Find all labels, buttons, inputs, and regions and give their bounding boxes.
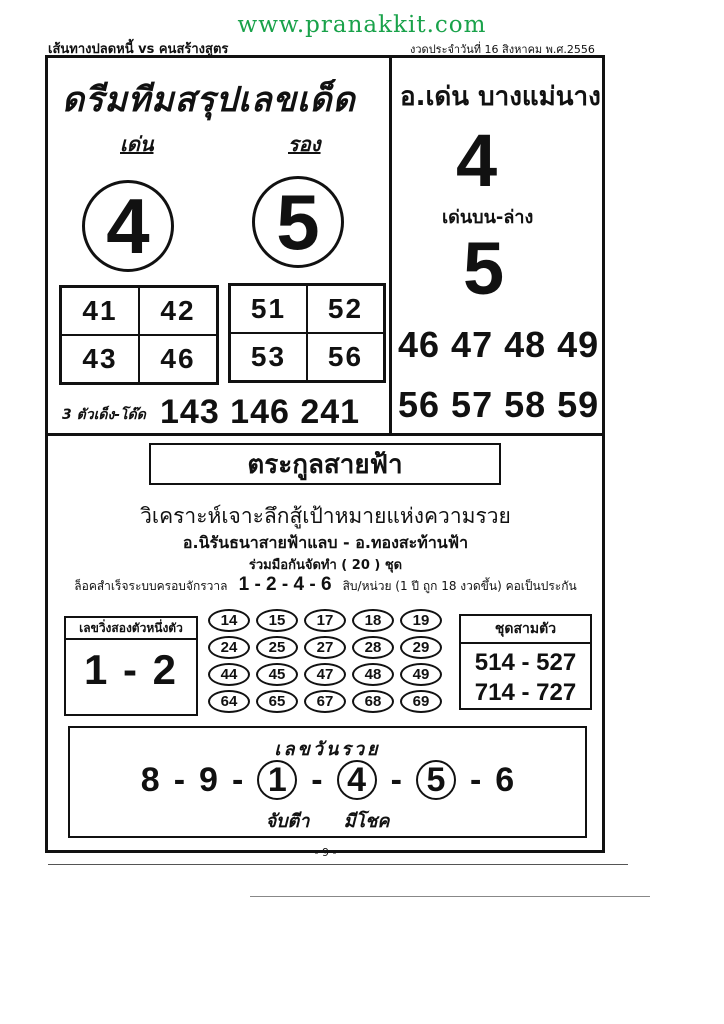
- right-row-1: 46 47 48 49: [398, 324, 600, 365]
- lucky-title: เลขวันรวย: [274, 739, 381, 760]
- three-digit-numbers: 143 146 241: [160, 393, 361, 431]
- lock-line: [48, 574, 603, 596]
- second-pair-cell: 56: [307, 333, 384, 381]
- scan-line: [250, 896, 650, 897]
- lucky-digit-circled: 1: [257, 760, 297, 800]
- circled-number: 24: [208, 636, 250, 659]
- lucky-dash: -: [311, 760, 323, 799]
- lineage-authors: อ.นิรันธนาสายฟ้าแลบ - อ.ทองสะท้านฟ้า: [182, 533, 469, 552]
- main-pair-cell: 43: [61, 335, 139, 383]
- lucky-digit-circled: 5: [416, 760, 456, 800]
- three-set-value: 714 - 727: [474, 679, 577, 706]
- circled-number: 14: [208, 609, 250, 632]
- lock-prefix: ล็อคสำเร็จระบบครอบจักรวาล: [74, 579, 228, 593]
- right-panel-title: อ.เด่น บางแม่นาง: [400, 82, 601, 112]
- pair-running-head: เลขวิ่งสองตัวหนึ่งตัว: [66, 618, 196, 640]
- lineage-subtitle: วิเคราะห์เจาะลึกสู้เป้าหมายแห่งความรวย: [140, 504, 511, 528]
- pair-running-box: [64, 616, 198, 716]
- lineage-title: ตระกูลสายฟ้า: [149, 443, 501, 485]
- scan-line: [48, 864, 628, 865]
- second-label: รอง: [288, 132, 321, 156]
- lucky-sequence: [70, 760, 585, 800]
- circled-number: 47: [304, 663, 346, 686]
- main-digit: 4: [106, 181, 150, 270]
- lucky-digit: 6: [495, 760, 515, 799]
- second-pair-cell: 52: [307, 285, 384, 333]
- circled-number: 49: [400, 663, 442, 686]
- circled-number: 27: [304, 636, 346, 659]
- circled-number: 68: [352, 690, 394, 713]
- circled-number: 45: [256, 663, 298, 686]
- dreamteam-title: ดรีมทีมสรุปเลขเด็ด: [62, 80, 356, 120]
- horizontal-divider: [48, 433, 603, 436]
- main-pairs-grid: [59, 285, 219, 385]
- lucky-dash: -: [231, 760, 244, 799]
- circled-number: 15: [256, 609, 298, 632]
- lucky-digit: 9: [199, 760, 218, 799]
- lucky-digit-circled: 4: [337, 760, 377, 800]
- circled-number: 64: [208, 690, 250, 713]
- right-row-2: 56 57 58 59: [398, 384, 600, 425]
- pair-running-value: 1 - 2: [83, 646, 179, 693]
- second-pairs-grid: [228, 283, 386, 383]
- second-digit-circle: [252, 176, 344, 268]
- second-pair-cell: 51: [230, 285, 307, 333]
- lucky-digit: 8: [140, 760, 160, 799]
- three-set-value: 514 - 527: [474, 649, 577, 676]
- circled-number: 28: [352, 636, 394, 659]
- circled-number: 44: [208, 663, 250, 686]
- lucky-dash: -: [173, 760, 186, 799]
- lucky-footer: จับตีา มีโชค: [265, 811, 390, 832]
- circled-number: 48: [352, 663, 394, 686]
- three-digit-label: 3 ตัวเด็ง-โด๊ด: [62, 407, 146, 423]
- circled-number: 65: [256, 690, 298, 713]
- lucky-box: [68, 726, 587, 838]
- page-number: - 9 -: [314, 846, 337, 859]
- second-pair-cell: 53: [230, 333, 307, 381]
- header-column-name: เส้นทางปลดหนี้ vs คนสร้างสูตร: [48, 42, 229, 57]
- second-digit: 5: [276, 177, 320, 266]
- three-set-box: [459, 614, 592, 710]
- main-pair-cell: 42: [139, 287, 217, 335]
- site-url: www.pranakkit.com: [237, 12, 487, 38]
- main-pair-cell: 46: [139, 335, 217, 383]
- circled-number: 67: [304, 690, 346, 713]
- main-digit-circle: [82, 180, 174, 272]
- circled-number: 18: [352, 609, 394, 632]
- circled-number: 17: [304, 609, 346, 632]
- right-digit-b: 5: [463, 227, 505, 310]
- lineage-joint: ร่วมมือกันจัดทำ ( 20 ) ชุด: [248, 558, 403, 573]
- header-draw-date: งวดประจำวันที่ 16 สิงหาคม พ.ศ.2556: [410, 43, 595, 56]
- circled-number: 69: [400, 690, 442, 713]
- circled-number: 25: [256, 636, 298, 659]
- right-panel-sub: เด่นบน-ล่าง: [442, 207, 534, 228]
- main-pair-cell: 41: [61, 287, 139, 335]
- circled-number: 19: [400, 609, 442, 632]
- circled-numbers-grid: [208, 609, 448, 713]
- circled-number: 29: [400, 636, 442, 659]
- lucky-dash: -: [390, 760, 402, 799]
- vertical-divider: [389, 58, 392, 436]
- lock-digits: 1 - 2 - 4 - 6: [238, 574, 332, 595]
- three-set-head: ชุดสามตัว: [461, 616, 590, 644]
- right-digit-a: 4: [456, 119, 498, 202]
- lock-suffix: สิบ/หน่วย (1 ปี ถูก 18 งวดขึ้น) คอเป็นประกัน: [342, 579, 577, 593]
- lucky-dash: -: [469, 760, 482, 799]
- main-label: เด่น: [120, 132, 154, 156]
